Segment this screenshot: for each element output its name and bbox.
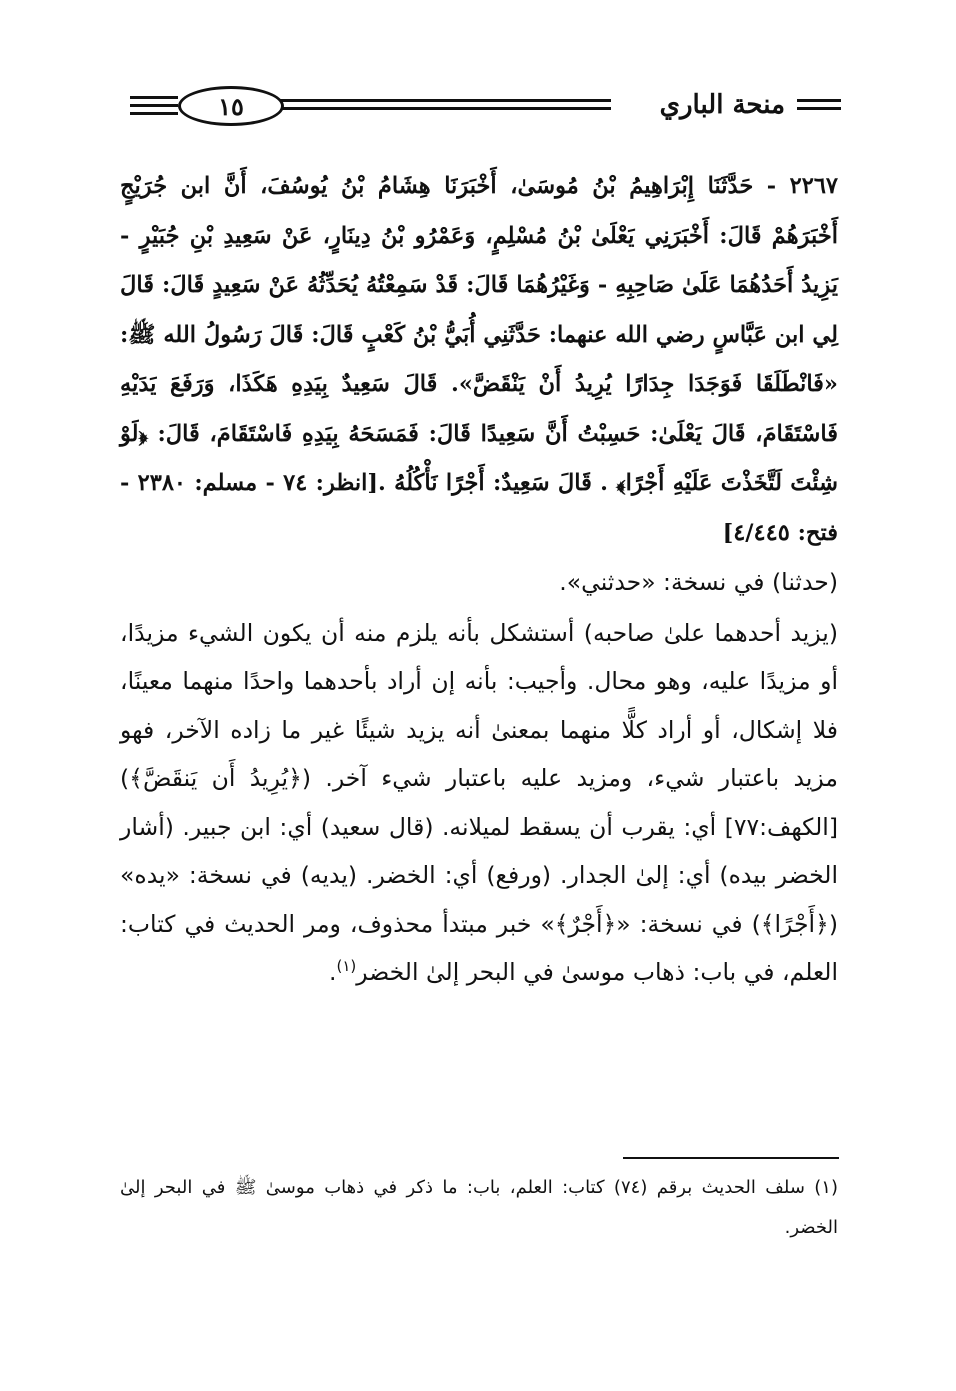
- commentary-end: .: [329, 958, 337, 986]
- footnote-reference: (١): [336, 957, 357, 976]
- header-rule: [130, 104, 178, 107]
- book-title: منحة الباري: [652, 90, 793, 120]
- hadith-paragraph: ٢٢٦٧ - حَدَّثَنَا إِبْرَاهِيمُ بْنُ مُوسَىٰ، أَخْبَرَنَا هِشَامُ بْنُ يُوسُفَ، أَنَّ ابن جُرَيْجٍ أَخْبَرَهُمْ قَالَ: أَخْبَرَنِي يَعْلَىٰ بْنُ مُسْلِمٍ، وَعَمْرُو بْنُ دِينَارٍ، عَنْ سَعِيدِ بْنِ جُبَيْرٍ - يَزِيدُ أَحَدُهُمَا عَلَىٰ صَاحِبِهِ - وَغَيْرُهُمَا قَالَ: قَدْ سَمِعْتُهُ يُحَدِّثُهُ عَنْ سَعِيدٍ قَالَ: قَالَ لِي ابن عَبَّاسٍ رضي الله عنهما: حَدَّثَنِي أُبَيُّ بْنُ كَعْبٍ قَالَ: قَالَ رَسُولُ الله ﷺ: «فَانْطَلَقَا فَوَجَدَا جِدَارًا يُرِيدُ أَنْ يَنْقَضَّ». قَالَ سَعِيدٌ بِيَدِهِ هَكَذَا، وَرَفَعَ يَدَيْهِ فَاسْتَقَامَ، قَالَ يَعْلَىٰ: حَسِبْتُ أَنَّ سَعِيدًا قَالَ: فَمَسَحَهُ بِيَدِهِ فَاسْتَقَامَ، قَالَ: ﴿لَوْ شِئْتَ لَتَّخَذْتَ عَلَيْهِ أَجْرًا﴾ . قَالَ سَعِيدٌ: أَجْرًا نَأْكُلُهُ .[انظر: ٧٤ - مسلم: ٢٣٨٠ - فتح: ٤/٤٤٥]: [120, 173, 838, 546]
- header-rule: [130, 96, 178, 99]
- header-rule: [278, 99, 611, 102]
- header-rule: [130, 112, 178, 115]
- footnote-text: (١) سلف الحديث برقم (٧٤) كتاب: العلم، باب: ما ذكر في ذهاب موسىٰ ﷺ في البحر إلىٰ الخضر.: [120, 1177, 838, 1238]
- header-rule: [278, 107, 611, 110]
- page-number: [178, 86, 284, 126]
- footnote-divider: [623, 1157, 839, 1159]
- commentary-text: (يزيد أحدهما علىٰ صاحبه) أستشكل بأنه يلزم منه أن يكون الشيء مزيدًا، أو مزيدًا عليه، وهو محال. وأجيب: بأنه إن أراد بأحدهما واحدًا منهما معينًا، فلا إشكال، أو أراد كلًّا منهما بمعنىٰ أنه يزيد شيئًا غير ما زاده الآخر، فهو مزيد باعتبار شيء، ومزيد عليه باعتبار شيء آخر. (﴿يُرِيدُ أَن يَنقَضَّ﴾) [الكهف:٧٧] أي: يقرب أن يسقط لميلانه. (قال سعيد) أي: ابن جبير. (أشار الخضر بيده) أي: إلىٰ الجدار. (ورفع) أي: الخضر. (يديه) في نسخة: «يده» (﴿أَجْرًا﴾) في نسخة: «﴿أَجْرٌ﴾» خبر مبتدأ محذوف، ومر الحديث في كتاب: العلم، في باب: ذهاب موسىٰ في البحر إلىٰ الخضر: [120, 618, 838, 986]
- commentary-paragraph: [120, 609, 838, 997]
- page-number-text: ١٥: [218, 91, 244, 121]
- running-header: [130, 70, 841, 140]
- commentary-paragraph: (حدثنا) في نسخة: «حدثني».: [559, 568, 838, 596]
- hadith-text: [120, 162, 838, 558]
- header-rule: [797, 99, 841, 102]
- footnote: [120, 1168, 838, 1248]
- header-rule: [797, 107, 841, 110]
- commentary: [120, 558, 838, 997]
